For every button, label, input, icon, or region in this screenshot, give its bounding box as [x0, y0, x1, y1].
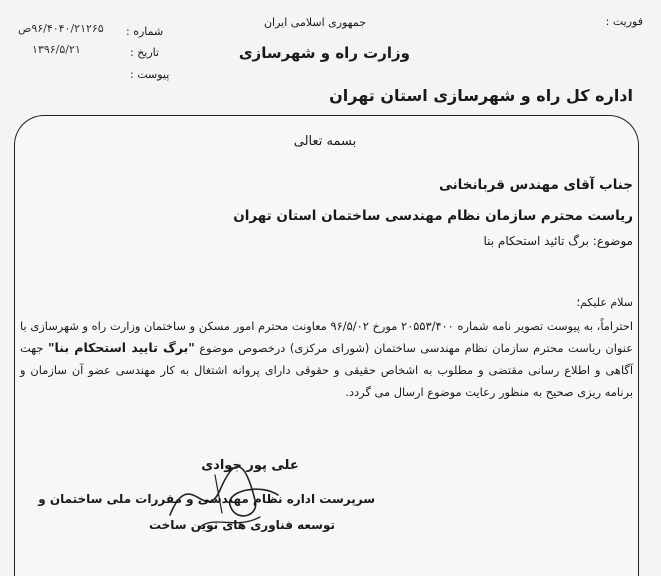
subject-line: موضوع: برگ تائید استحکام بنا — [483, 234, 633, 248]
general-office-heading: اداره کل راه و شهرسازی استان تهران — [329, 86, 633, 105]
body-text-part2: جهت آگاهی و اطلاع رسانی مقتضی و مطلوب به اشخاص حقیقی و حقوقی دارای پروانه اشتغال به کار مهندسی عضو آن سازمان و برنامه ریزی صحیح به منظور رعایت موضوع ارسال می گردد. — [20, 341, 633, 399]
signer-name: علی پور جوادی — [201, 458, 299, 473]
body-text-bold: "برگ تایید استحکام بنا" — [48, 340, 195, 355]
date-label: تاریخ : — [130, 46, 160, 59]
addressee: جناب آقای مهندس قربانخانی — [438, 177, 633, 193]
republic-heading: جمهوری اسلامی ایران — [263, 16, 367, 29]
addressee-title: ریاست محترم سازمان نظام مهندسی ساختمان استان تهران — [233, 208, 633, 224]
attachment-label: پیوست : — [130, 68, 170, 81]
ministry-heading: وزارت راه و شهرسازی — [238, 44, 410, 62]
letter-body — [20, 315, 633, 403]
date-value: ۱۳۹۶/۵/۲۱ — [32, 43, 81, 56]
greeting: سلام علیکم؛ — [576, 296, 633, 309]
signer-title-line2: توسعه فناوری های نوین ساخت — [148, 518, 335, 532]
urgency-label: فوریت : — [605, 15, 643, 28]
invocation: بسمه تعالی — [293, 134, 357, 149]
signer-title-line1: سرپرست اداره نظام مهندسی و مقررات ملی ساختمان و — [38, 492, 375, 506]
number-label: شماره : — [126, 25, 164, 38]
number-value: ۹۶/۴۰۴۰/۲۱۲۶۵ص — [18, 22, 104, 35]
body-text-part1: احتراماً، به پیوست تصویر نامه شماره ۲۰۵۵۳/۴۰۰ مورخ ۹۶/۵/۰۲ معاونت محترم امور مسکن و ساختمان وزارت راه و شهرسازی با عنوان ریاست محترم سازمان نظام مهندسی ساختمان (شورای مرکزی) درخصوص موضوع — [20, 319, 634, 355]
